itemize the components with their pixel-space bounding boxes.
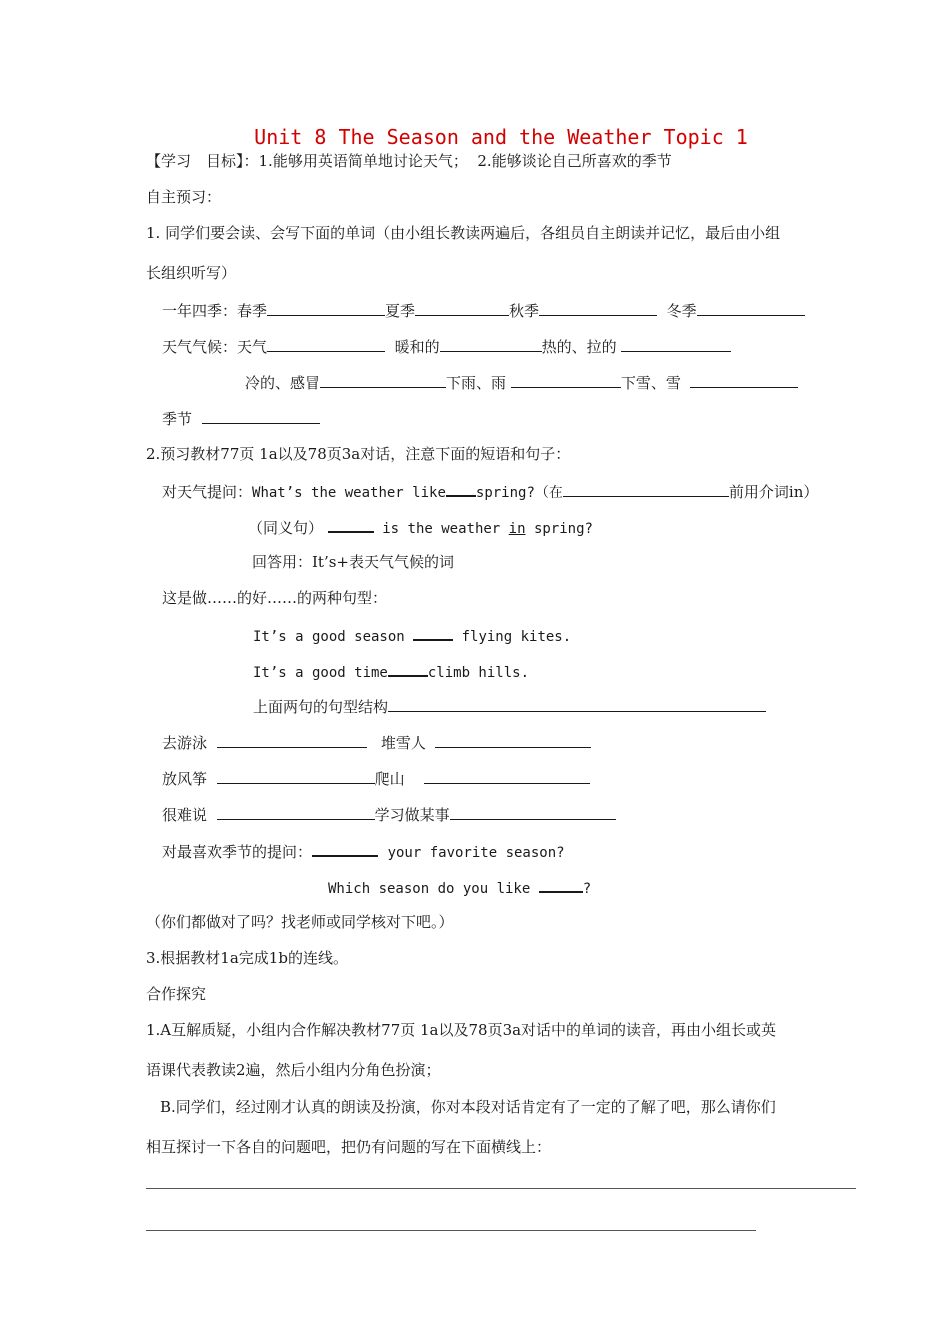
which-row [328, 876, 591, 899]
label-hard: 很难说 [162, 806, 208, 824]
blank-synonym[interactable] [328, 516, 374, 533]
blank-learn[interactable] [450, 804, 616, 820]
blank-weather[interactable] [267, 336, 385, 352]
blank-autumn[interactable] [539, 300, 657, 316]
synonym-in: in [508, 521, 526, 537]
label-season: 季节 [162, 410, 193, 428]
ask-spring: spring?（在 [475, 485, 563, 501]
label-spring: 一年四季：春季 [162, 302, 268, 320]
label-snowman: 堆雪人 [380, 734, 426, 752]
blank-warm[interactable] [440, 336, 542, 352]
blank-snow[interactable] [690, 372, 798, 388]
coop-b-line1: B.同学们，经过刚才认真的朗读及扮演，你对本段对话肯定有了一定的了解了吧，那么请你们 [160, 1098, 776, 1116]
blank-structure[interactable] [388, 696, 766, 712]
item1-line2: 长组织听写） [146, 264, 237, 282]
blank-sentence2[interactable] [388, 660, 428, 677]
ask-label: 对天气提问： [162, 483, 253, 501]
label-climb: 爬山 [374, 770, 405, 788]
blank-swim[interactable] [217, 732, 367, 748]
coop-a-line2: 语课代表教读2遍，然后小组内分角色扮演； [146, 1061, 441, 1079]
blank-cold[interactable] [320, 372, 446, 388]
goal-1: 1.能够用英语简单地讨论天气； [258, 152, 468, 170]
sentence2-a: It’s a good time [253, 665, 388, 681]
label-weather: 天气气候：天气 [162, 338, 268, 356]
label-cold: 冷的、感冒 [245, 374, 321, 392]
answer-line-2[interactable] [146, 1230, 756, 1231]
blank-summer[interactable] [415, 300, 509, 316]
favorite-label: 对最喜欢季节的提问： [162, 843, 313, 861]
blank-hard[interactable] [217, 804, 375, 820]
which-end: ? [582, 881, 592, 897]
ask-sentence: What’s the weather like [252, 485, 446, 501]
blank-kite[interactable] [217, 768, 375, 784]
label-kite: 放风筝 [162, 770, 208, 788]
check-note: （你们都做对了吗？找老师或同学核对下吧。） [146, 913, 454, 931]
label-winter: 冬季 [666, 302, 697, 320]
section-self-study: 自主预习： [146, 188, 222, 206]
blank-spring[interactable] [267, 300, 385, 316]
learning-goals [146, 151, 672, 171]
sentence1-b: flying kites. [453, 629, 572, 645]
blank-snowman[interactable] [435, 732, 591, 748]
sentence1-a: It’s a good season [253, 629, 414, 645]
sentence1-row [253, 624, 571, 647]
item2-heading: 2.预习教材77页 1a以及78页3a对话，注意下面的短语和句子： [146, 445, 571, 463]
swim-row [162, 732, 591, 753]
blank-winter[interactable] [697, 300, 805, 316]
label-swim: 去游泳 [162, 734, 208, 752]
label-rain: 下雨、雨 [446, 374, 507, 392]
cold-row [245, 372, 798, 393]
blank-hot[interactable] [621, 336, 731, 352]
label-autumn: 秋季 [509, 302, 540, 320]
hard-row [162, 804, 616, 825]
favorite-text: your favorite season? [387, 845, 565, 861]
label-hot: 热的、拉的 [541, 338, 617, 356]
pattern-row: 这是做……的好……的两种句型： [162, 589, 388, 607]
label-summer: 夏季 [385, 302, 416, 320]
synonym-label: （同义句） [248, 519, 324, 537]
sentence2-b: climb hills. [427, 665, 530, 681]
weather-row [162, 336, 731, 357]
coop-b-line2: 相互探讨一下各自的问题吧，把仍有问题的写在下面横线上： [146, 1138, 552, 1156]
sentence2-row [253, 660, 529, 683]
goal-2: 2.能够谈论自己所喜欢的季节 [477, 152, 672, 170]
blank-rain[interactable] [511, 372, 621, 388]
synonym-text: is the weather [373, 521, 509, 537]
synonym-row [248, 516, 593, 539]
favorite-row [162, 840, 565, 863]
item3: 3.根据教材1a完成1b的连线。 [146, 949, 348, 967]
label-snow: 下雪、雪 [620, 374, 681, 392]
season-row [162, 408, 320, 429]
label-learn: 学习做某事 [374, 806, 450, 824]
section-cooperation: 合作探究 [146, 985, 207, 1003]
blank-climb[interactable] [424, 768, 590, 784]
label-warm: 暖和的 [394, 338, 440, 356]
item1-line1: 1. 同学们要会读、会写下面的单词（由小组长教读两遍后，各组员自主朗读并记忆，最后由小组 [146, 224, 781, 242]
blank-ask-prep[interactable] [446, 480, 476, 497]
structure-row [253, 696, 766, 717]
goals-label: 【学习 目标】： [146, 152, 259, 170]
answer-row: 回答用：It’s+表天气气候的词 [252, 553, 454, 571]
structure-label: 上面两句的句型结构 [253, 698, 389, 716]
blank-sentence1[interactable] [413, 624, 453, 641]
which-text: Which season do you like [328, 881, 539, 897]
blank-favorite[interactable] [312, 840, 378, 857]
ask-note: 前用介词in） [728, 483, 819, 501]
coop-a-line1: 1.A互解质疑，小组内合作解决教材77页 1a以及78页3a对话中的单词的读音，再由小组长或英 [146, 1021, 777, 1039]
synonym-spring: spring? [525, 521, 593, 537]
kite-row [162, 768, 590, 789]
answer-line-1[interactable] [146, 1188, 856, 1189]
blank-which[interactable] [539, 876, 583, 893]
blank-ask-where[interactable] [563, 481, 729, 497]
seasons-row [162, 300, 805, 321]
page-title: Unit 8 The Season and the Weather Topic 1 [254, 125, 748, 149]
ask-weather-row [162, 480, 818, 503]
blank-season[interactable] [202, 408, 320, 424]
